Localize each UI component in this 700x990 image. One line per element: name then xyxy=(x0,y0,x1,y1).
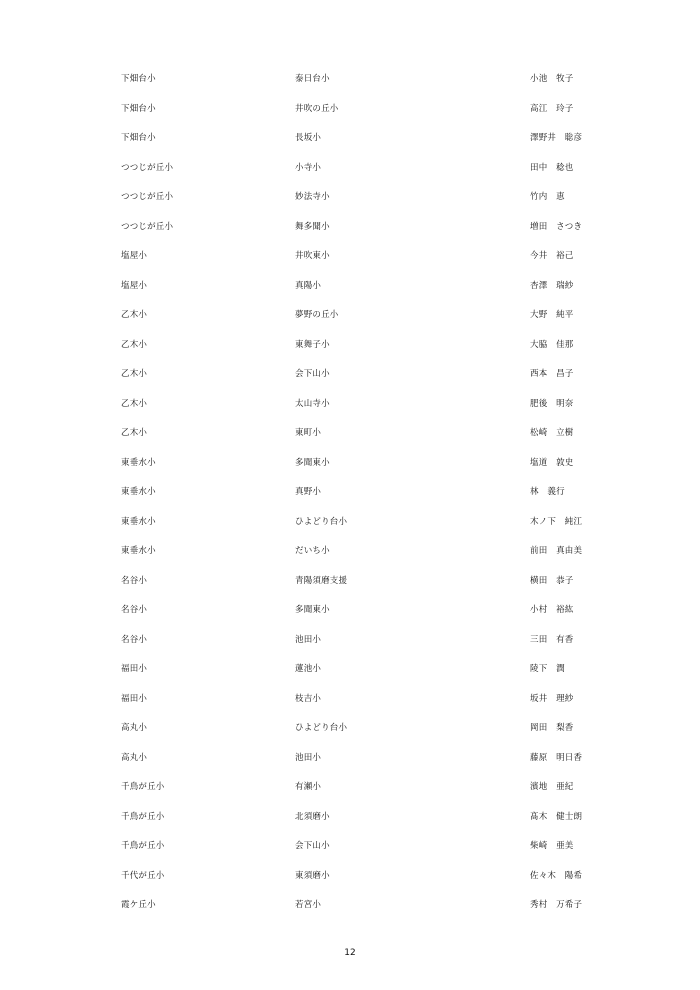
to-school: 池田小 xyxy=(295,752,322,763)
list-row xyxy=(0,159,700,189)
person-name: 髙木 健士朗 xyxy=(530,811,583,822)
person-name: 木ノ下 純江 xyxy=(530,516,583,527)
to-school: 有瀬小 xyxy=(295,782,322,792)
person-name: 秀村 万希子 xyxy=(530,900,583,910)
list-row xyxy=(0,395,700,425)
from-school: 千代が丘小 xyxy=(121,870,165,881)
person-name: 高江 玲子 xyxy=(530,103,574,114)
person-name: 前田 真由美 xyxy=(530,546,583,556)
person-name: 澤野井 聡彦 xyxy=(530,133,583,143)
to-school: 泰日台小 xyxy=(295,74,330,84)
from-school: 福田小 xyxy=(121,664,148,674)
person-name: 田中 稔也 xyxy=(530,162,574,173)
from-school: 東垂水小 xyxy=(121,546,156,556)
person-name: 坂井 理紗 xyxy=(530,693,574,704)
list-row xyxy=(0,336,700,366)
person-name: 濱地 亜紀 xyxy=(530,782,574,792)
person-name: 肥後 明奈 xyxy=(530,398,574,409)
to-school: 池田小 xyxy=(295,634,322,645)
to-school: 妙法寺小 xyxy=(295,192,330,202)
list-row xyxy=(0,837,700,867)
from-school: 千鳥が丘小 xyxy=(121,811,165,822)
list-row xyxy=(0,70,700,100)
list-row xyxy=(0,808,700,838)
from-school: 東垂水小 xyxy=(121,516,156,527)
to-school: ひよどり台小 xyxy=(295,723,348,733)
person-name: 佐々木 陽希 xyxy=(530,870,583,881)
list-row xyxy=(0,483,700,513)
to-school: 北須磨小 xyxy=(295,811,330,822)
person-name: 大脇 佳那 xyxy=(530,339,574,350)
person-name: 松崎 立樹 xyxy=(530,428,574,438)
person-name: 大野 純平 xyxy=(530,310,574,320)
from-school: 高丸小 xyxy=(121,752,148,763)
list-row xyxy=(0,867,700,897)
to-school: 東須磨小 xyxy=(295,870,330,881)
from-school: 塩屋小 xyxy=(121,251,148,261)
list-row xyxy=(0,690,700,720)
to-school: 真陽小 xyxy=(295,280,322,291)
person-name: 竹内 恵 xyxy=(530,192,565,202)
person-name: 陵下 潤 xyxy=(530,664,565,674)
transfer-list xyxy=(0,70,700,926)
to-school: 蓮池小 xyxy=(295,664,322,674)
list-row xyxy=(0,631,700,661)
list-row xyxy=(0,218,700,248)
from-school: 福田小 xyxy=(121,693,148,704)
list-row xyxy=(0,454,700,484)
to-school: 太山寺小 xyxy=(295,398,330,409)
from-school: 塩屋小 xyxy=(121,280,148,291)
to-school: 多聞東小 xyxy=(295,457,330,468)
list-row xyxy=(0,188,700,218)
list-row xyxy=(0,542,700,572)
person-name: 小村 裕紘 xyxy=(530,605,574,615)
list-row xyxy=(0,660,700,690)
person-name: 林 義行 xyxy=(530,487,565,497)
from-school: 名谷小 xyxy=(121,605,148,615)
from-school: 千鳥が丘小 xyxy=(121,782,165,792)
from-school: 下畑台小 xyxy=(121,133,156,143)
page-number: 12 xyxy=(344,948,356,958)
to-school: だいち小 xyxy=(295,546,330,556)
to-school: 会下山小 xyxy=(295,841,330,851)
person-name: 杏澤 瑞紗 xyxy=(530,280,574,291)
list-row xyxy=(0,513,700,543)
from-school: 名谷小 xyxy=(121,575,148,586)
person-name: 柴崎 亜美 xyxy=(530,841,574,851)
to-school: 青陽須磨支援 xyxy=(295,575,348,586)
to-school: 若宮小 xyxy=(295,900,322,910)
list-row xyxy=(0,601,700,631)
person-name: 西本 昌子 xyxy=(530,369,574,379)
from-school: つつじが丘小 xyxy=(121,162,174,173)
list-row xyxy=(0,749,700,779)
person-name: 三田 有香 xyxy=(530,634,574,645)
from-school: 東垂水小 xyxy=(121,487,156,497)
list-row xyxy=(0,247,700,277)
list-row xyxy=(0,365,700,395)
to-school: ひよどり台小 xyxy=(295,516,348,527)
from-school: 乙木小 xyxy=(121,310,148,320)
from-school: 乙木小 xyxy=(121,428,148,438)
from-school: 高丸小 xyxy=(121,723,148,733)
list-row xyxy=(0,277,700,307)
list-row xyxy=(0,572,700,602)
list-row xyxy=(0,100,700,130)
to-school: 小寺小 xyxy=(295,162,322,173)
from-school: 下畑台小 xyxy=(121,74,156,84)
from-school: つつじが丘小 xyxy=(121,192,174,202)
to-school: 多聞東小 xyxy=(295,605,330,615)
from-school: つつじが丘小 xyxy=(121,221,174,232)
from-school: 乙木小 xyxy=(121,369,148,379)
from-school: 下畑台小 xyxy=(121,103,156,114)
to-school: 東町小 xyxy=(295,428,322,438)
person-name: 横田 恭子 xyxy=(530,575,574,586)
to-school: 東舞子小 xyxy=(295,339,330,350)
to-school: 長坂小 xyxy=(295,133,322,143)
to-school: 井吹東小 xyxy=(295,251,330,261)
person-name: 今井 裕己 xyxy=(530,251,574,261)
list-row xyxy=(0,896,700,926)
list-row xyxy=(0,719,700,749)
to-school: 枝吉小 xyxy=(295,693,322,704)
to-school: 会下山小 xyxy=(295,369,330,379)
to-school: 舞多聞小 xyxy=(295,221,330,232)
from-school: 霞ケ丘小 xyxy=(121,900,156,910)
from-school: 乙木小 xyxy=(121,339,148,350)
to-school: 夢野の丘小 xyxy=(295,310,339,320)
from-school: 名谷小 xyxy=(121,634,148,645)
person-name: 増田 さつき xyxy=(530,221,583,232)
list-row xyxy=(0,306,700,336)
list-row xyxy=(0,129,700,159)
from-school: 乙木小 xyxy=(121,398,148,409)
person-name: 塩道 敦史 xyxy=(530,457,574,468)
person-name: 岡田 梨香 xyxy=(530,723,574,733)
person-name: 小池 牧子 xyxy=(530,74,574,84)
to-school: 井吹の丘小 xyxy=(295,103,339,114)
to-school: 真野小 xyxy=(295,487,322,497)
list-row xyxy=(0,778,700,808)
list-row xyxy=(0,424,700,454)
from-school: 東垂水小 xyxy=(121,457,156,468)
person-name: 藤原 明日香 xyxy=(530,752,583,763)
from-school: 千鳥が丘小 xyxy=(121,841,165,851)
